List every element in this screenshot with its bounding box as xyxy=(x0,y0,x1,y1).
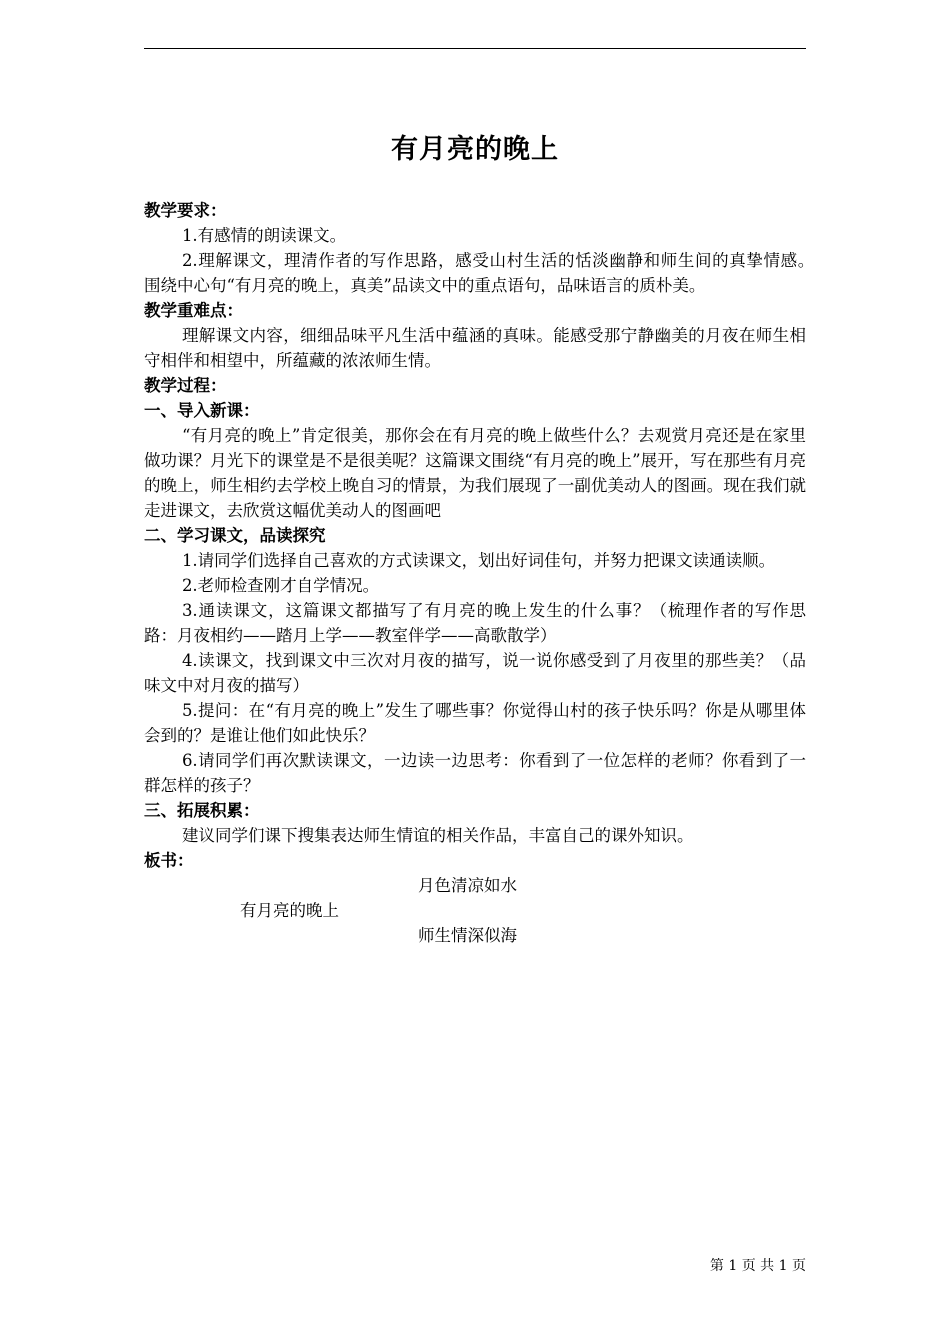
study-item: 3.通读课文，这篇课文都描写了有月亮的晚上发生的什么事？（梳理作者的写作思路：月夜相约——踏月上学——教室伴学——高歌散学） xyxy=(144,601,806,645)
section-heading-process: 教学过程： xyxy=(144,376,227,395)
difficulties-text: 理解课文内容，细细品味平凡生活中蕴涵的真味。能感受那宁静幽美的月夜在师生相守相伴和相望中，所蕴藏的浓浓师生情。 xyxy=(144,326,806,370)
board-line-title: 有月亮的晚上 xyxy=(240,901,339,920)
study-item: 1.请同学们选择自己喜欢的方式读课文，划出好词佳句，并努力把课文读通读顺。 xyxy=(181,551,776,570)
section-heading-board: 板书： xyxy=(144,851,194,870)
page-number: 第 1 页 共 1 页 xyxy=(709,1258,806,1274)
requirement-item: 2.理解课文，理清作者的写作思路，感受山村生活的恬淡幽静和师生间的真挚情感。 围绕中心句“有月亮的晚上，真美”品读文中的重点语句，品味语言的质朴美。 xyxy=(144,251,905,295)
subsection-heading-intro: 一、导入新课： xyxy=(144,401,260,420)
page-title: 有月亮的晚上 xyxy=(391,134,559,165)
study-item: 6.请同学们再次默读课文，一边读一边思考：你看到了一位怎样的老师？你看到了一群怎样的孩子？ xyxy=(144,751,806,795)
section-heading-requirements: 教学要求： xyxy=(144,201,227,220)
extension-text: 建议同学们课下搜集表达师生情谊的相关作品，丰富自己的课外知识。 xyxy=(181,826,694,845)
board-line-top: 月色清凉如水 xyxy=(418,876,517,895)
section-heading-difficulties: 教学重难点： xyxy=(144,301,243,320)
subsection-heading-extension: 三、拓展积累： xyxy=(144,801,260,820)
document-body xyxy=(144,198,905,951)
study-item: 4.读课文，找到课文中三次对月夜的描写，说一说你感受到了月夜里的那些美？（品味文中对月夜的描写） xyxy=(144,651,806,695)
board-line-bottom: 师生情深似海 xyxy=(418,926,517,945)
intro-text: “有月亮的晚上”肯定很美，那你会在有月亮的晚上做些什么？去观赏月亮还是在家里做功课？月光下的课堂是不是很美呢？这篇课文围绕“有月亮的晚上”展开，写在那些有月亮的晚上，师生相约去学校上晚自习的情景，为我们展现了一副优美动人的图画。现在我们就走进课文，去欣赏这幅优美动人的图画吧 xyxy=(144,426,806,520)
study-item: 5.提问：在“有月亮的晚上”发生了哪些事？你觉得山村的孩子快乐吗？你是从哪里体会到的？是谁让他们如此快乐？ xyxy=(144,701,806,745)
requirement-item: 1.有感情的朗读课文。 xyxy=(181,226,347,245)
header-rule xyxy=(144,48,806,49)
study-item: 2.老师检查刚才自学情况。 xyxy=(181,576,380,595)
blackboard-diagram xyxy=(144,873,806,951)
subsection-heading-study: 二、学习课文，品读探究 xyxy=(144,526,326,545)
